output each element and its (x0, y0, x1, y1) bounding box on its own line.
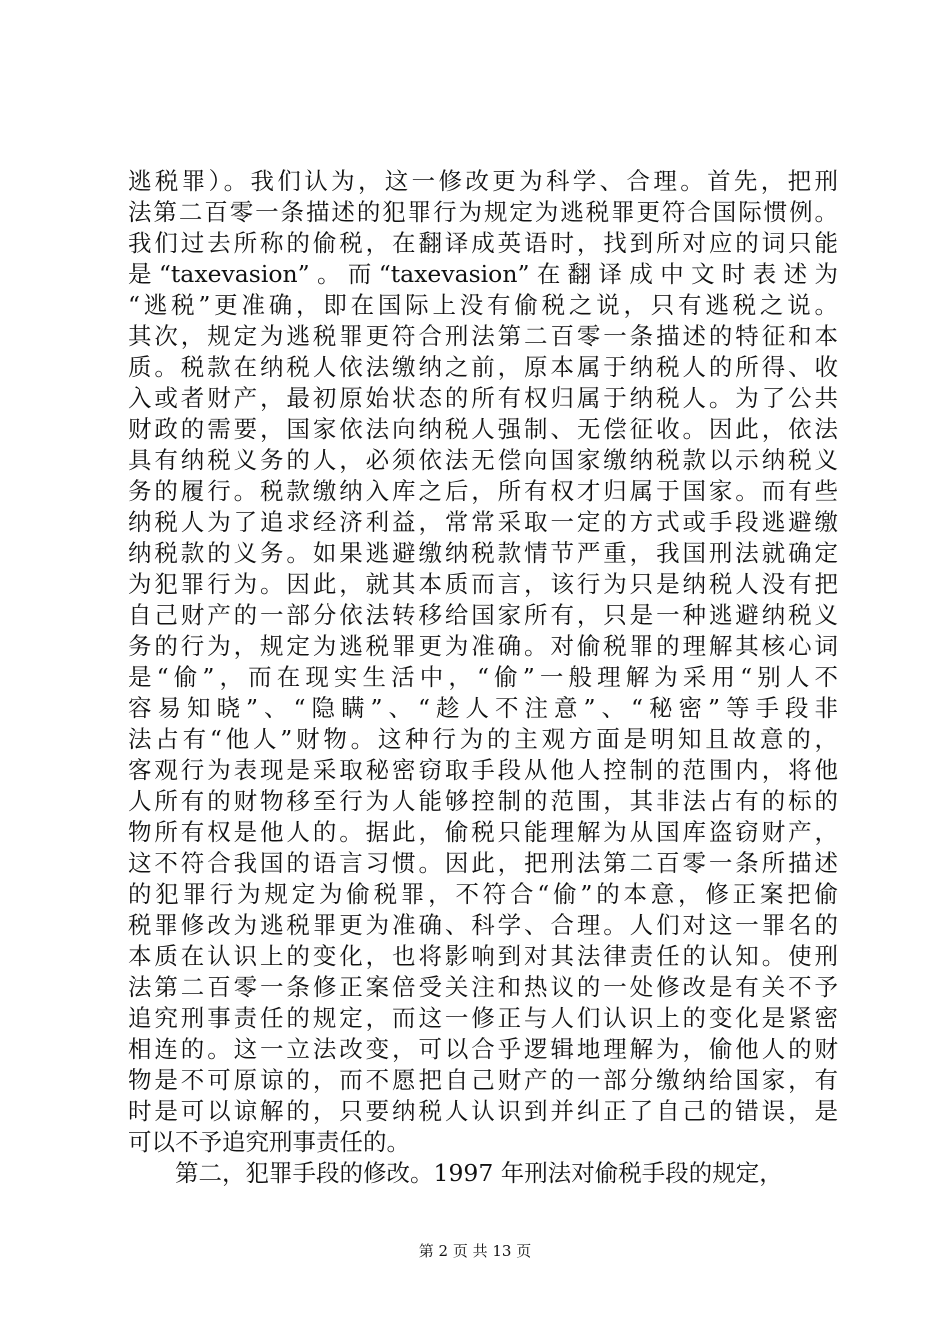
text-line: 人所有的财物移至行为人能够控制的范围，其非法占有的标的 (128, 787, 838, 815)
text-line: 务的履行。税款缴纳入库之后，所有权才归属于国家。而有些 (128, 477, 838, 505)
text-line: 具有纳税义务的人，必须依法无偿向国家缴纳税款以示纳税义 (128, 446, 838, 474)
text-line: 税罪修改为逃税罪更为准确、科学、合理。人们对这一罪名的 (128, 911, 838, 939)
text-line: 物是不可原谅的，而不愿把自己财产的一部分缴纳给国家，有 (128, 1066, 838, 1094)
page-footer: 第 2 页 共 13 页 (418, 1242, 532, 1260)
text-line: 是“偷”，而在现实生活中，“偷”一般理解为采用“别人不 (128, 663, 838, 691)
text-line: 逃税罪）。我们认为，这一修改更为科学、合理。首先，把刑 (128, 167, 838, 195)
text-line: 法占有“他人”财物。这种行为的主观方面是明知且故意的， (128, 725, 838, 753)
text-line: 第二，犯罪手段的修改。1997 年刑法对偷税手段的规定， (175, 1159, 783, 1187)
text-line: 可以不予追究刑事责任的。 (128, 1128, 410, 1156)
text-line: 纳税款的义务。如果逃避缴纳税款情节严重，我国刑法就确定 (128, 539, 838, 567)
text-line: 时是可以谅解的，只要纳税人认识到并纠正了自己的错误，是 (128, 1097, 838, 1125)
text-line: “逃税”更准确，即在国际上没有偷税之说，只有逃税之说。 (128, 291, 838, 319)
text-line: 其次，规定为逃税罪更符合刑法第二百零一条描述的特征和本 (128, 322, 838, 350)
text-line: 财政的需要，国家依法向纳税人强制、无偿征收。因此，依法 (128, 415, 838, 443)
text-line: 我们过去所称的偷税，在翻译成英语时，找到所对应的词只能 (128, 229, 838, 257)
text-line: 质。税款在纳税人依法缴纳之前，原本属于纳税人的所得、收 (128, 353, 838, 381)
text-line: 法第二百零一条描述的犯罪行为规定为逃税罪更符合国际惯例。 (128, 198, 838, 226)
text-line: 客观行为表现是采取秘密窃取手段从他人控制的范围内，将他 (128, 756, 838, 784)
text-line: 的犯罪行为规定为偷税罪，不符合“偷”的本意，修正案把偷 (128, 880, 838, 908)
text-line: 这不符合我国的语言习惯。因此，把刑法第二百零一条所描述 (128, 849, 838, 877)
text-line: 本质在认识上的变化，也将影响到对其法律责任的认知。使刑 (128, 942, 838, 970)
text-line: 是“taxevasion”。而“taxevasion”在翻译成中文时表述为 (128, 260, 838, 288)
text-line: 自己财产的一部分依法转移给国家所有，只是一种逃避纳税义 (128, 601, 838, 629)
text-line: 为犯罪行为。因此，就其本质而言，该行为只是纳税人没有把 (128, 570, 838, 598)
paragraph (128, 1158, 838, 1189)
text-line: 入或者财产，最初原始状态的所有权归属于纳税人。为了公共 (128, 384, 838, 412)
text-line: 法第二百零一条修正案倍受关注和热议的一处修改是有关不予 (128, 973, 838, 1001)
text-line: 追究刑事责任的规定，而这一修正与人们认识上的变化是紧密 (128, 1004, 838, 1032)
text-line: 务的行为，规定为逃税罪更为准确。对偷税罪的理解其核心词 (128, 632, 838, 660)
text-line: 纳税人为了追求经济利益，常常采取一定的方式或手段逃避缴 (128, 508, 838, 536)
text-line: 容易知晓”、“隐瞒”、“趁人不注意”、“秘密”等手段非 (128, 694, 838, 722)
paragraph (128, 166, 838, 1158)
text-line: 相连的。这一立法改变，可以合乎逻辑地理解为，偷他人的财 (128, 1035, 838, 1063)
text-line: 物所有权是他人的。据此，偷税只能理解为从国库盗窃财产， (128, 818, 838, 846)
body-text (128, 166, 838, 1189)
